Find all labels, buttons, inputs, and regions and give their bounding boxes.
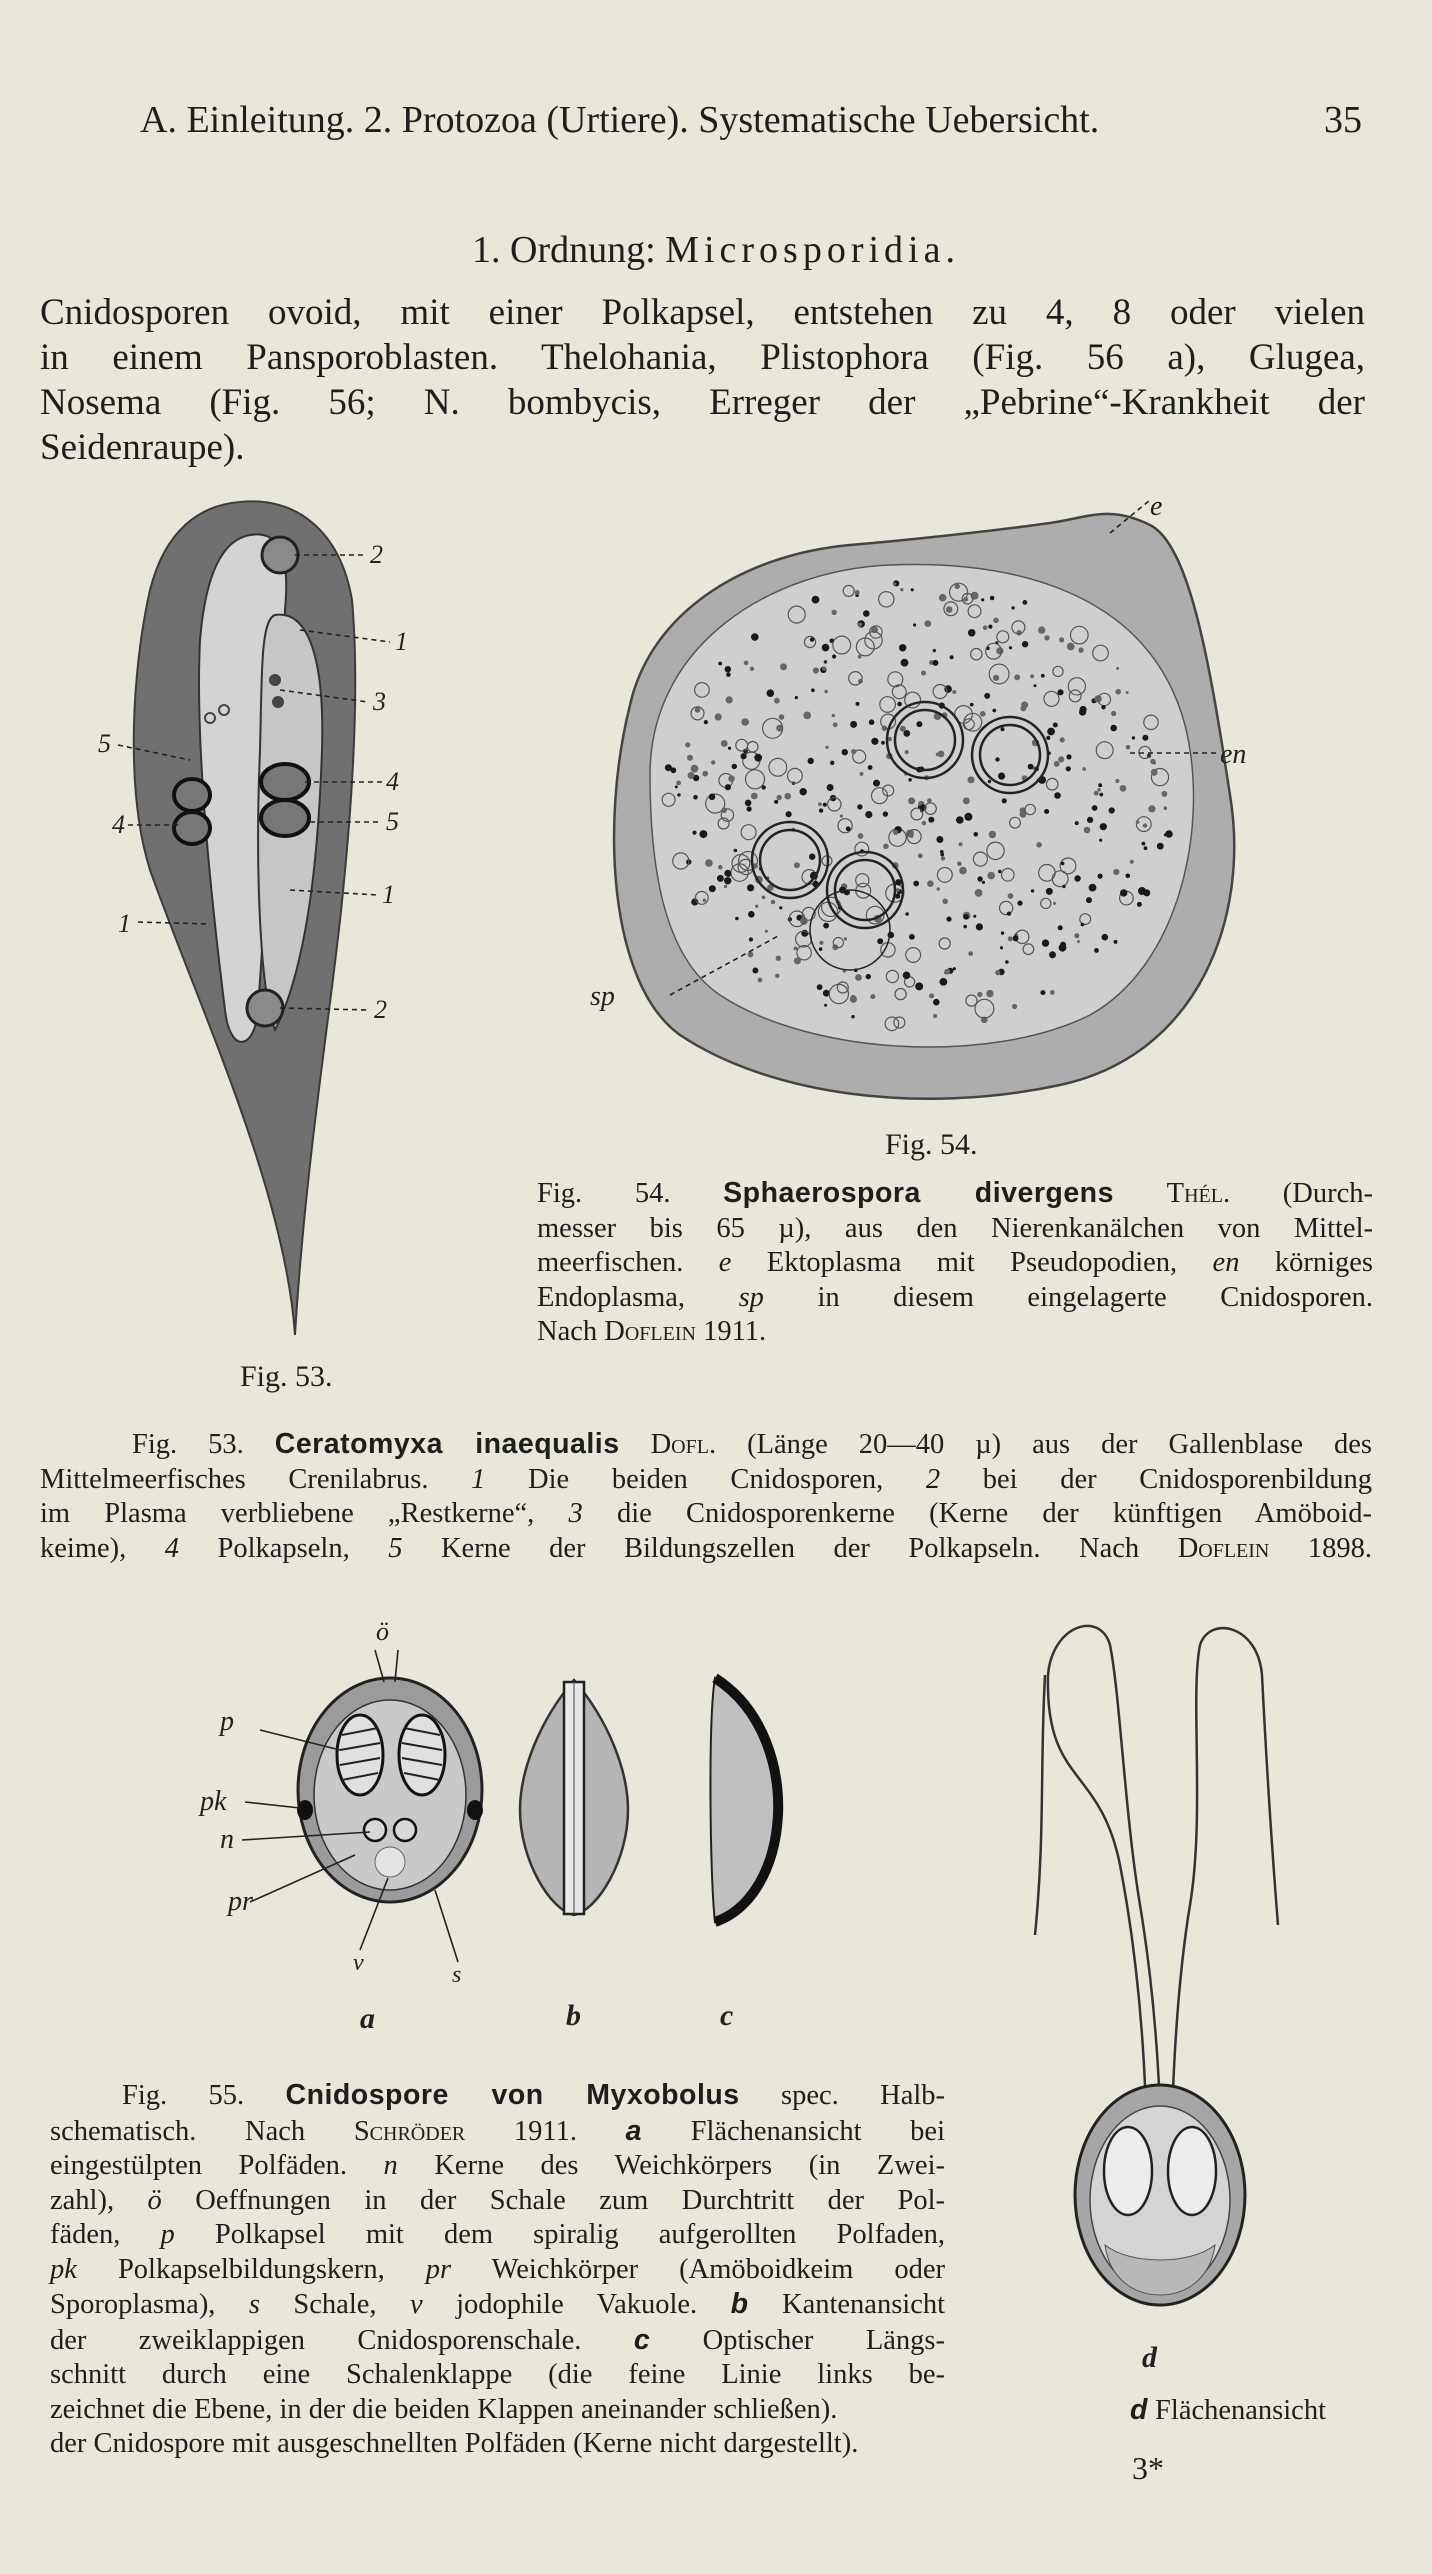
fig54-marker: en xyxy=(1220,739,1247,770)
signature-mark: 3* xyxy=(1132,2450,1164,2486)
caption-line: Fig. 54. Sphaerospora divergens Thél. (Durch- xyxy=(537,1177,1373,1209)
caption-line: Nach Doflein 1911. xyxy=(537,1316,767,1347)
fig53-marker: 5 xyxy=(386,807,399,836)
caption-line: eingestülpten Polfäden. n Kerne des Weichkörpers (in Zwei- xyxy=(50,2150,945,2181)
fig54-illustration xyxy=(590,495,1250,1115)
fig53-caption xyxy=(40,1427,1372,1566)
fig55-marker: v xyxy=(353,1950,364,1976)
caption-line: zeichnet die Ebene, in der die beiden Klappen aneinander schließen). d Flächenansicht xyxy=(50,2393,1326,2426)
intro-line: Seidenraupe). xyxy=(40,427,245,468)
caption-line: schematisch. Nach Schröder 1911. a Flächenansicht bei xyxy=(50,2114,945,2147)
fig53-marker: 1 xyxy=(395,627,408,656)
intro-line: in einem Pansporoblasten. Thelohania, Plistophora (Fig. 56 a), Glugea, xyxy=(40,337,1365,378)
intro-paragraph xyxy=(40,290,1365,470)
fig55-panel-b xyxy=(520,1680,628,1915)
fig55-panel-label: c xyxy=(720,1999,734,2032)
intro-line: Cnidosporen ovoid, mit einer Polkapsel, entstehen zu 4, 8 oder vielen xyxy=(40,292,1365,333)
intro-line: Nosema (Fig. 56; N. bombycis, Erreger der „Pebrine“-Krankheit der xyxy=(40,382,1365,423)
caption-line: Mittelmeerfisches Crenilabrus. 1 Die beiden Cnidosporen, 2 bei der Cnidosporenbildung xyxy=(40,1463,1372,1495)
page-number: 35 xyxy=(1324,99,1362,141)
caption-line: im Plasma verbliebene „Restkerne“, 3 die Cnidosporenkerne (Kerne der künftigen Amöboid- xyxy=(40,1498,1372,1529)
order-heading xyxy=(0,228,1432,272)
fig53-restkern-top xyxy=(262,537,298,573)
running-header xyxy=(140,98,1362,146)
fig53-marker: 2 xyxy=(370,540,383,569)
caption-line: Fig. 53. Ceratomyxa inaequalis Dofl. (Länge 20—40 µ) aus der Gallenblase des xyxy=(132,1428,1373,1460)
fig55-marker: pr xyxy=(228,1886,253,1917)
fig55-panel-a xyxy=(198,1617,483,1988)
fig53-marker: 4 xyxy=(112,810,125,839)
fig55-marker: n xyxy=(220,1824,234,1855)
fig53-marker: 1 xyxy=(118,909,131,938)
caption-line: meerfischen. e Ektoplasma mit Pseudopodien, en körniges xyxy=(537,1247,1373,1278)
fig53-label: Fig. 53. xyxy=(240,1360,333,1393)
fig55-panel-label: b xyxy=(566,1999,581,2032)
caption-line: Sporoplasma), s Schale, v jodophile Vakuole. b Kantenansicht xyxy=(50,2288,946,2320)
caption-line: Fig. 55. Cnidospore von Myxobolus spec. Halb- xyxy=(122,2079,946,2111)
order-prefix: 1. Ordnung: xyxy=(472,229,656,271)
caption-line: schnitt durch eine Schalenklappe (die feine Linie links be- xyxy=(50,2359,945,2390)
fig53-illustration xyxy=(90,490,450,1350)
running-title: A. Einleitung. 2. Protozoa (Urtiere). Systematische Uebersicht. xyxy=(140,99,1100,141)
caption-line: Endoplasma, sp in diesem eingelagerte Cnidosporen. xyxy=(537,1281,1373,1313)
fig55-abc-illustration xyxy=(190,1600,790,2040)
fig55-panel-d-label: d xyxy=(1142,2341,1157,2374)
fig53-marker: 4 xyxy=(386,767,399,796)
fig55-panel-label: a xyxy=(360,2002,375,2035)
caption-line: pk Polkapselbildungskern, pr Weichkörper (Amöboidkeim oder xyxy=(50,2253,945,2285)
fig55-marker: ö xyxy=(376,1617,389,1646)
fig55-marker: p xyxy=(220,1706,234,1737)
fig53-marker: 3 xyxy=(373,687,386,716)
fig54-caption xyxy=(537,1176,1373,1350)
caption-line: der Cnidospore mit ausgeschnellten Polfäden (Kerne nicht dargestellt). xyxy=(50,2428,859,2459)
fig53-marker: 2 xyxy=(374,995,387,1024)
fig55-marker: pk xyxy=(200,1786,227,1817)
fig55-caption xyxy=(50,2078,1370,2462)
fig55-panel-c xyxy=(710,1678,778,1922)
fig54-label: Fig. 54. xyxy=(885,1128,978,1161)
fig55-marker: s xyxy=(452,1962,462,1988)
caption-line: zahl), ö Oeffnungen in der Schale zum Durchtritt der Pol- xyxy=(50,2184,945,2216)
caption-line: fäden, p Polkapsel mit dem spiralig aufgerollten Polfaden, xyxy=(50,2219,945,2250)
caption-line: messer bis 65 µ), aus den Nierenkanälchen von Mittel- xyxy=(537,1212,1373,1244)
caption-line: der zweiklappigen Cnidosporenschale. c Optischer Längs- xyxy=(50,2323,945,2356)
fig54-marker: sp xyxy=(590,981,615,1012)
order-name: Microsporidia. xyxy=(665,229,960,271)
caption-line: keime), 4 Polkapseln, 5 Kerne der Bildungszellen der Polkapseln. Nach Doflein 1898. xyxy=(40,1532,1372,1564)
fig54-marker: e xyxy=(1150,495,1163,522)
fig53-restkern-bottom xyxy=(247,990,283,1026)
fig53-marker: 5 xyxy=(98,729,111,758)
fig53-marker: 1 xyxy=(382,880,395,909)
